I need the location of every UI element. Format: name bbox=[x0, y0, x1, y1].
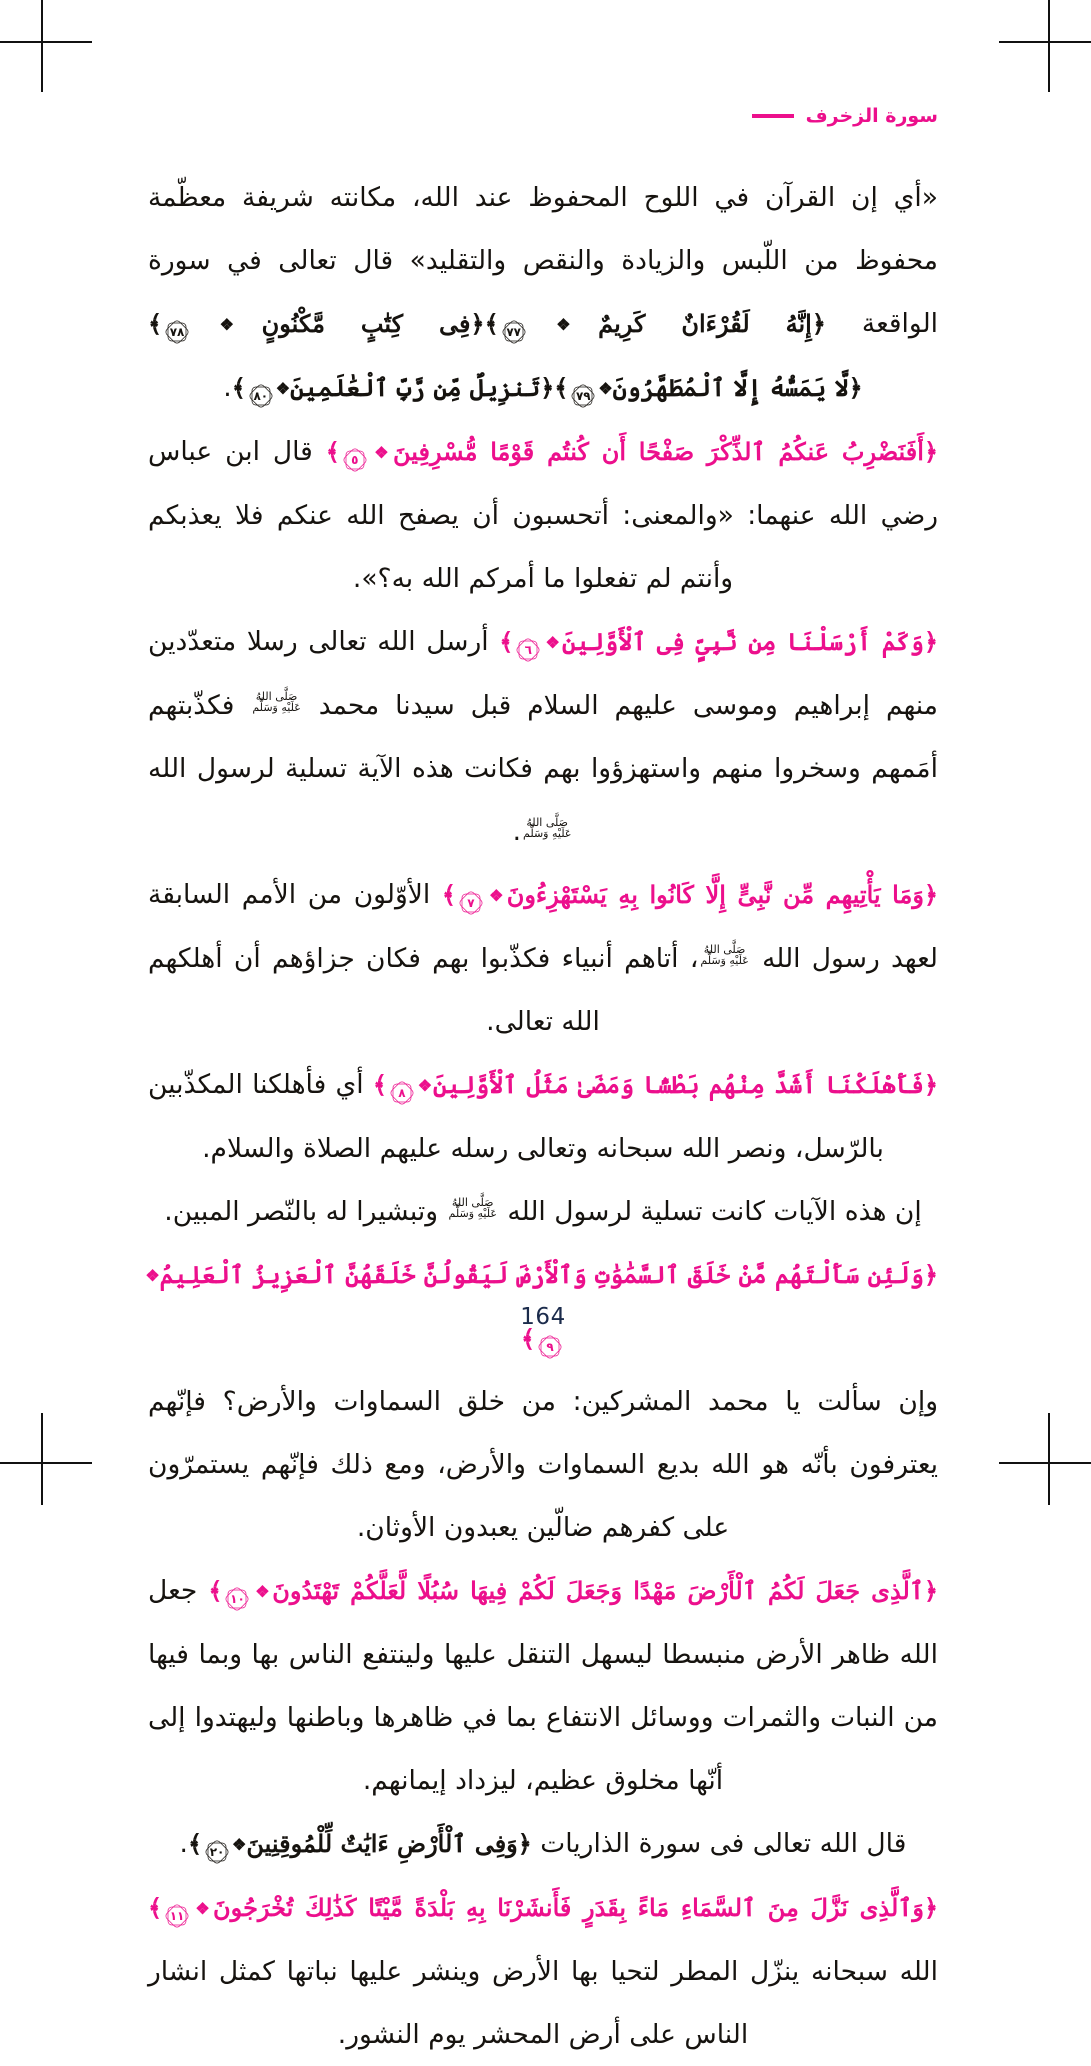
ayah-number-medallion: ١١ bbox=[164, 1903, 190, 1929]
commentary-text-run: أي فأهلكنا المكذّبين بالرّسل، ونصر الله سبحانه وتعالى رسله عليهم الصلاة والسلام. bbox=[148, 1069, 884, 1164]
commentary-text-run: أرسل الله تعالى رسلا متعدّدين منهم إبراهيم وموسى عليهم السلام قبل سيدنا محمد bbox=[148, 626, 938, 721]
tafsir-paragraph bbox=[148, 1559, 938, 1812]
ayah-bracket-open-icon: ﴿ bbox=[811, 309, 826, 338]
ayah-ornament-icon: ❖ bbox=[369, 443, 393, 462]
ayah-bracket-open-icon: ﴿ bbox=[923, 1576, 938, 1605]
ayah-bracket-close-icon: ﴾ bbox=[484, 309, 499, 338]
tafsir-body-text bbox=[145, 166, 939, 2066]
quran-ayah-quote bbox=[208, 1575, 938, 1606]
ayah-text: لَّا يَمَسُّهُ إِلَّا ٱلْمُطَهَّرُونَ bbox=[612, 373, 849, 402]
ayah-text: وَفِى ٱلْأَرْضِ ءَايَٰتٌ لِّلْمُوقِنِينَ bbox=[246, 1829, 518, 1858]
ayah-ornament-icon: ❖ bbox=[192, 315, 262, 334]
commentary-text-run: وتبشيرا له بالنّصر المبين. bbox=[164, 1196, 447, 1227]
ayah-ornament-icon: ❖ bbox=[485, 886, 507, 905]
ayah-bracket-open-icon: ﴿ bbox=[848, 373, 863, 402]
ayah-bracket-open-icon: ﴿ bbox=[923, 1893, 939, 1922]
ayah-bracket-close-icon: ﴾ bbox=[499, 627, 514, 656]
ayah-ornament-icon: ❖ bbox=[543, 633, 562, 652]
quran-ayah-quote bbox=[148, 308, 485, 339]
running-header-rule bbox=[752, 114, 794, 118]
ayah-bracket-open-icon: ﴿ bbox=[470, 309, 485, 338]
quran-ayah-quote bbox=[442, 879, 938, 910]
ayah-ornament-icon: ❖ bbox=[275, 379, 291, 398]
commentary-text-run: . bbox=[223, 372, 232, 403]
ayah-bracket-close-icon: ﴾ bbox=[520, 1324, 536, 1353]
commentary-text-run: قال ابن عباس رضي الله عنهما: «والمعنى: أتحسبون أن يصفح الله عنكم فلا يعذبكم وأنتم لم تفعلوا ما أمركم الله به؟». bbox=[148, 436, 938, 594]
ayah-number-medallion: ١٠ bbox=[224, 1586, 250, 1612]
ayah-number-medallion: ٧٨ bbox=[164, 319, 190, 345]
ayah-text: فِى كِتَٰبٍ مَّكْنُونٍ bbox=[261, 309, 471, 338]
quran-ayah-quote bbox=[188, 1828, 532, 1859]
page-number: 164 bbox=[520, 1304, 566, 1330]
tafsir-paragraph bbox=[148, 1180, 938, 1243]
ayah-text: تَنزِيلٌ مِّن رَّبِّ ٱلْعَٰلَمِينَ bbox=[290, 373, 541, 402]
ayah-bracket-open-icon: ﴿ bbox=[923, 880, 938, 909]
ayah-ornament-icon: ❖ bbox=[145, 1266, 160, 1285]
sallallahu-alayhi-wasallam-icon: صَلَّى اللهُ عَلَيْهِ وَسَلَّم bbox=[252, 689, 301, 714]
ayah-ornament-icon: ❖ bbox=[252, 1582, 273, 1601]
ayah-bracket-open-icon: ﴿ bbox=[923, 1260, 938, 1289]
commentary-text-run: وإن سألت يا محمد المشركين: من خلق السماوات والأرض؟ فإنّهم يعترفون بأنّه هو الله بديع السماوات والأرض، ومع ذلك فإنّهم يستمرّون على كفرهم ضالّين يعبدون الأوثان. bbox=[148, 1386, 938, 1543]
commentary-text-run: «أي إن القرآن في اللوح المحفوظ عند الله، مكانته شريفة معظّمة محفوظ من اللّبس والزيادة والنقص والتقليد» قال تعالى في سورة الواقعة bbox=[148, 182, 939, 339]
ayah-bracket-open-icon: ﴿ bbox=[923, 1070, 939, 1099]
ayah-text: وَمَا يَأْتِيهِم مِّن نَّبِىٍّ إِلَّا كَانُوا بِهِ يَسْتَهْزِءُونَ bbox=[506, 880, 924, 909]
crop-mark-top-left-vertical bbox=[41, 0, 43, 92]
running-header bbox=[148, 96, 938, 136]
ayah-number-medallion: ٢٠ bbox=[204, 1839, 230, 1865]
quran-ayah-quote bbox=[485, 308, 826, 339]
ayah-number-medallion: ٧٧ bbox=[501, 319, 527, 345]
page-content-area bbox=[145, 96, 939, 2050]
crop-mark-top-right-vertical bbox=[1048, 0, 1050, 92]
commentary-text-run: . bbox=[179, 1828, 188, 1859]
sallallahu-alayhi-wasallam-icon: صَلَّى اللهُ عَلَيْهِ وَسَلَّم bbox=[448, 1195, 497, 1220]
ayah-bracket-open-icon: ﴿ bbox=[517, 1829, 532, 1858]
tafsir-paragraph bbox=[148, 863, 938, 1053]
quran-ayah-quote bbox=[499, 626, 938, 657]
ayah-number-medallion: ٥ bbox=[342, 447, 368, 473]
ayah-text: أَفَنَضْرِبُ عَنكُمُ ٱلذِّكْرَ صَفْحًا أَن كُنتُم قَوْمًا مُّسْرِفِينَ bbox=[392, 437, 924, 466]
ayah-number-medallion: ٧ bbox=[458, 890, 484, 916]
tafsir-paragraph bbox=[148, 610, 938, 863]
ayah-text: وَٱلَّذِى نَزَّلَ مِنَ ٱلسَّمَاءِ مَاءً بِقَدَرٍ فَأَنشَرْنَا بِهِ بَلْدَةً مَّيْتًا كَذَٰلِكَ تُخْرَجُونَ bbox=[213, 1893, 924, 1922]
ayah-text: وَلَئِن سَأَلْتَهُم مَّنْ خَلَقَ ٱلسَّمَٰوَٰتِ وَٱلْأَرْضَ لَيَقُولُنَّ خَلَقَهُنَّ ٱلْعَزِيزُ ٱلْعَلِيمُ bbox=[159, 1260, 924, 1289]
tafsir-paragraph bbox=[148, 1876, 938, 2066]
ayah-text: وَكَمْ أَرْسَلْنَا مِن نَّبِىٍّ فِى ٱلْأَوَّلِينَ bbox=[561, 627, 924, 656]
ayah-bracket-close-icon: ﴾ bbox=[554, 373, 569, 402]
commentary-text-run: الله سبحانه ينزّل المطر لتحيا بها الأرض وينشر عليها نباتها كمثل انشار الناس على أرض المحشر يوم النشور. bbox=[148, 1956, 938, 2050]
quran-ayah-quote bbox=[326, 436, 938, 467]
sallallahu-alayhi-wasallam-icon: صَلَّى اللهُ عَلَيْهِ وَسَلَّم bbox=[700, 942, 749, 967]
ayah-ornament-icon: ❖ bbox=[598, 379, 613, 398]
quran-ayah-quote bbox=[148, 1892, 938, 1923]
ayah-ornament-icon: ❖ bbox=[416, 1076, 433, 1095]
crop-mark-top-right-horizontal bbox=[999, 41, 1091, 43]
quran-ayah-quote bbox=[232, 372, 555, 403]
ayah-bracket-close-icon: ﴾ bbox=[325, 437, 340, 466]
commentary-text-run: . bbox=[512, 816, 521, 847]
tafsir-paragraph bbox=[148, 1370, 938, 1559]
tafsir-paragraph bbox=[148, 420, 938, 610]
commentary-text-run: ، أتاهم أنبياء فكذّبوا بهم فكان جزاؤهم أن أهلكهم الله تعالى. bbox=[148, 943, 699, 1037]
tafsir-paragraph bbox=[148, 1053, 938, 1180]
ayah-number-medallion: ٧٩ bbox=[570, 383, 596, 409]
quran-ayah-quote bbox=[554, 372, 862, 403]
commentary-text-run: فكذّبتهم أمَمهم وسخروا منهم واستهزؤوا بهم فكانت هذه الآية تسلية لرسول الله bbox=[148, 690, 938, 784]
tafsir-paragraph bbox=[148, 166, 938, 420]
quran-ayah-quote bbox=[373, 1069, 938, 1100]
crop-mark-bottom-right-vertical bbox=[1048, 1413, 1050, 1505]
ayah-bracket-close-icon: ﴾ bbox=[441, 880, 456, 909]
ayah-text: فَأَهْلَكْنَا أَشَدَّ مِنْهُم بَطْشًا وَمَضَىٰ مَثَلُ ٱلْأَوَّلِينَ bbox=[432, 1070, 924, 1099]
ayah-bracket-open-icon: ﴿ bbox=[923, 437, 939, 466]
ayah-ornament-icon: ❖ bbox=[232, 1835, 247, 1854]
sallallahu-alayhi-wasallam-icon: صَلَّى اللهُ عَلَيْهِ وَسَلَّم bbox=[523, 815, 572, 840]
ayah-number-medallion: ٨ bbox=[389, 1080, 415, 1106]
crop-mark-bottom-left-horizontal bbox=[0, 1462, 92, 1464]
commentary-text-run: جعل الله ظاهر الأرض منبسطا ليسهل التنقل عليها ولينتفع الناس بها وبما فيها من النبات والثمرات ووسائل الانتفاع بما في ظاهرها وباطنها وليهتدوا إلى أنّها مخلوق عظيم، ليزداد إيمانهم. bbox=[148, 1575, 938, 1796]
commentary-text-run: إن هذه الآيات كانت تسلية لرسول الله bbox=[498, 1196, 922, 1227]
ayah-bracket-close-icon: ﴾ bbox=[148, 309, 163, 338]
commentary-text-run: قال الله تعالى فى سورة الذاريات bbox=[531, 1828, 907, 1859]
ayah-number-medallion: ٩ bbox=[537, 1334, 563, 1360]
ayah-number-medallion: ٨٠ bbox=[248, 383, 274, 409]
ayah-bracket-close-icon: ﴾ bbox=[187, 1829, 203, 1858]
tafsir-paragraph bbox=[148, 1812, 938, 1876]
ayah-ornament-icon: ❖ bbox=[528, 315, 599, 334]
ayah-ornament-icon: ❖ bbox=[192, 1899, 214, 1918]
ayah-bracket-close-icon: ﴾ bbox=[148, 1893, 163, 1922]
ayah-bracket-open-icon: ﴿ bbox=[923, 627, 938, 656]
ayah-bracket-close-icon: ﴾ bbox=[372, 1070, 387, 1099]
ayah-number-medallion: ٦ bbox=[515, 637, 541, 663]
ayah-bracket-close-icon: ﴾ bbox=[208, 1576, 223, 1605]
ayah-text: ٱلَّذِى جَعَلَ لَكُمُ ٱلْأَرْضَ مَهْدًا وَجَعَلَ لَكُمْ فِيهَا سُبُلًا لَّعَلَّكُمْ تَهْتَدُونَ bbox=[272, 1576, 924, 1605]
ayah-bracket-close-icon: ﴾ bbox=[231, 373, 246, 402]
ayah-bracket-open-icon: ﴿ bbox=[540, 373, 555, 402]
ayah-text: إِنَّهُ لَقُرْءَانٌ كَرِيمٌ bbox=[598, 309, 812, 338]
crop-mark-top-left-horizontal bbox=[0, 41, 92, 43]
commentary-text-run: الأوّلون من الأمم السابقة لعهد رسول الله bbox=[148, 879, 938, 974]
crop-mark-bottom-right-horizontal bbox=[999, 1462, 1091, 1464]
running-header-surah-title: سورة الزخرف bbox=[805, 105, 938, 127]
crop-mark-bottom-left-vertical bbox=[41, 1413, 43, 1505]
